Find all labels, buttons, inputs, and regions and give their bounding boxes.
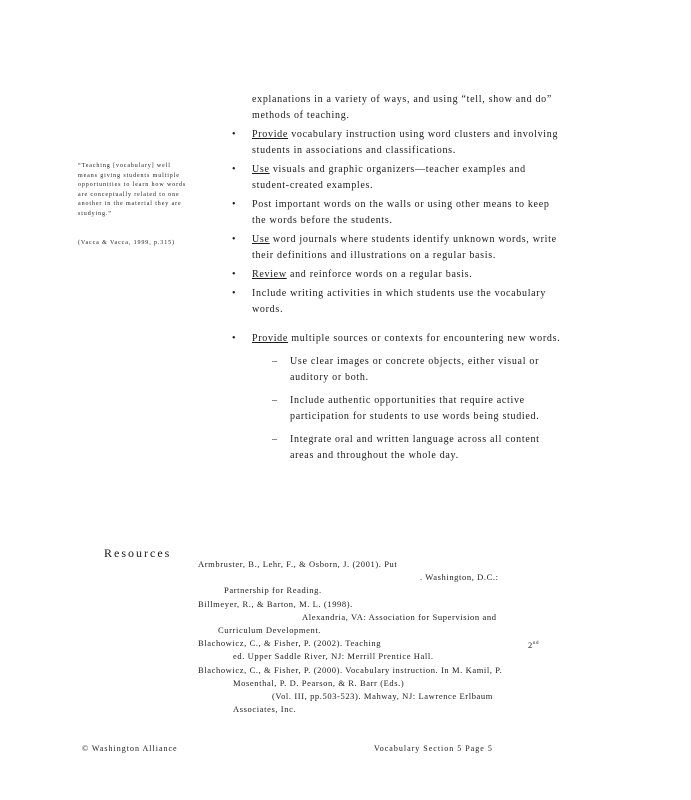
bullet-item [232,286,562,318]
bullet-marker: • [232,164,237,175]
bullet-item [232,197,562,229]
reference-line: Armbruster, B., Lehr, F., & Osborn, J. (2001). Put [198,559,398,569]
reference-line: (Vol. III, pp.503-523). Mahway, NJ: Lawrence Erlbaum [272,691,493,702]
reference-line: . Washington, D.C.: [420,572,499,583]
bullet-marker: • [232,129,237,140]
footer-copyright: © Washington Alliance [82,744,178,753]
resources-heading: Resources [104,546,172,560]
sub-bullet-item [252,354,562,386]
bullet-text: multiple sources or contexts for encountering new words. [288,333,561,344]
sidebar-quote: “Teaching [vocabulary] well means giving students multiple opportunities to learn how words are conceptually related to one another in the material they are studying.” [78,163,187,217]
bullet-verb: Review [252,269,287,280]
bullet-text: visuals and graphic organizers—teacher examples and student-created examples. [252,164,526,191]
sub-bullet-item [252,432,562,464]
reference-line: Partnership for Reading. [224,585,322,596]
main-text [232,92,562,464]
bullet-text: Include writing activities in which students use the vocabulary words. [252,288,547,315]
sub-bullet-text: Integrate oral and written language across all content areas and throughout the whole day. [290,434,540,461]
reference-list [198,558,558,716]
reference-line: Blachowicz, C., & Fisher, P. (2000). Vocabulary instruction. In M. Kamil, P. [198,664,503,675]
sub-bullet-text: Include authentic opportunities that require active participation for students to use words being studied. [290,395,540,422]
sidebar-quote-citation: (Vacca & Vacca, 1999, p.315) [78,240,175,246]
reference-line: Curriculum Development. [218,625,322,636]
bullet-item [232,267,562,283]
bullet-marker: • [232,269,237,280]
edition-number: 2 [528,640,533,651]
edition-suffix: nd [532,641,540,647]
sub-bullet-item [252,393,562,425]
sub-bullet-list [252,354,562,464]
bullet-verb: Use [252,234,270,245]
reference-line: Billmeyer, R., & Barton, M. L. (1998). [198,598,353,609]
reference-edition [528,637,539,652]
bullet-verb: Use [252,164,270,175]
bullet-item [232,127,562,159]
bullet-item [232,331,562,464]
bullet-verb: Provide [252,333,289,344]
reference-line: Mosenthal, P. D. Pearson, & R. Barr (Eds.) [233,677,405,688]
bullet-text: word journals where students identify unknown words, write their definitions and illustrations on a regular basis. [252,234,557,261]
bullet-item [232,162,562,194]
reference-line: Associates, Inc. [233,704,297,715]
sub-bullet-marker: – [272,356,278,367]
bullet-verb: Provide [252,129,289,140]
bullet-marker: • [232,234,237,245]
reference-line: ed. Upper Saddle River, NJ: Merrill Prentice Hall. [233,651,434,662]
bullet-text: and reinforce words on a regular basis. [286,269,473,280]
reference-line [198,637,558,650]
footer-page-number: Vocabulary Section 5 Page 5 [374,744,493,753]
reference-line: Alexandria, VA: Association for Supervision and [302,611,497,622]
intro-paragraph: explanations in a variety of ways, and using “tell, show and do” methods of teaching. [252,94,553,121]
bullet-marker: • [232,199,237,210]
bullet-text: vocabulary instruction using word clusters and involving students in associations and classifications. [252,129,559,156]
bullet-marker: • [232,333,237,344]
sub-bullet-marker: – [272,434,278,445]
sub-bullet-text: Use clear images or concrete objects, either visual or auditory or both. [290,356,540,383]
bullet-text: Post important words on the walls or using other means to keep the words before the students. [252,199,550,226]
sub-bullet-marker: – [272,395,278,406]
bullet-item [232,232,562,264]
bullet-marker: • [232,288,237,299]
reference-text: Blachowicz, C., & Fisher, P. (2002). Teaching [198,638,382,649]
